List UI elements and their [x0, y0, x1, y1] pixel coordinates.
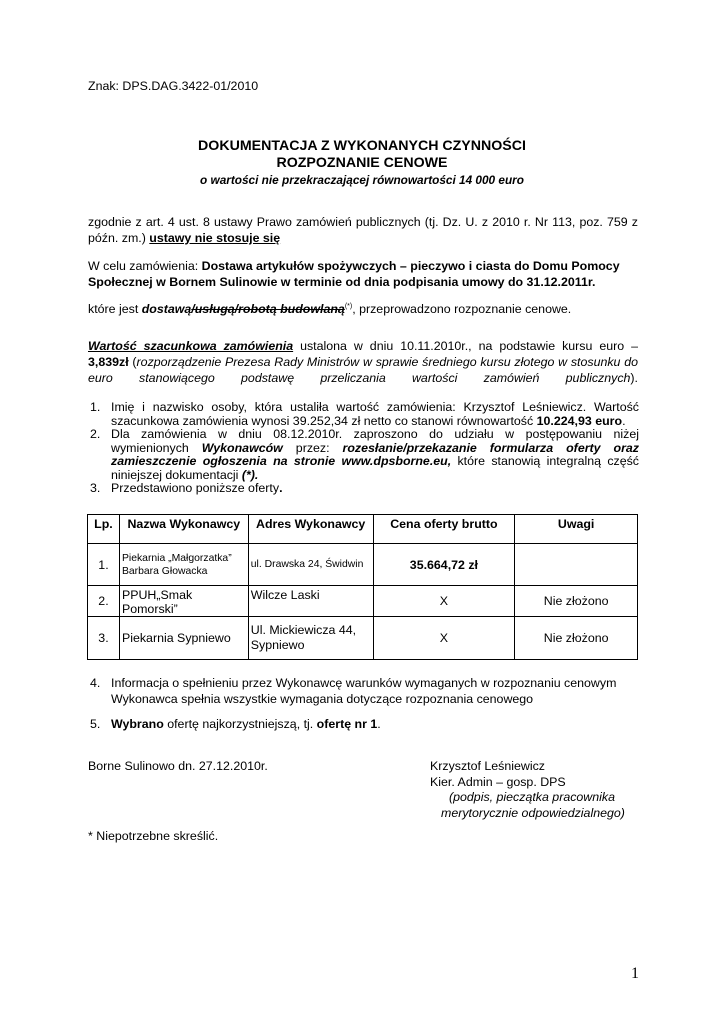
legal-basis-text: zgodnie z art. 4 ust. 8 ustawy Prawo zamówień publicznych (tj. Dz. U. z 2010 r. Nr 113, poz. 759 z późn. zm.)	[88, 215, 638, 245]
cell-lp: 2.	[88, 586, 120, 617]
list-item-number: 3.	[90, 481, 101, 495]
purpose-prefix: W celu zamówienia:	[88, 259, 202, 273]
list-item-bold-italic: Wykonawców	[201, 440, 283, 455]
item-4-line2: Wykonawca spełnia wszystkie wymagania dotyczące rozpoznania cenowego	[111, 692, 534, 706]
cell-address: Wilcze Laski	[248, 586, 373, 617]
estimate-label: Wartość szacunkowa zamówienia	[88, 339, 294, 353]
cell-notes: Nie złożono	[515, 586, 638, 617]
document-subtitle-main: ROZPOZNANIE CENOWE	[276, 155, 448, 171]
purpose-paragraph	[88, 258, 638, 290]
offers-table	[87, 514, 638, 660]
order-type-prefix: które jest	[88, 302, 142, 316]
footnote: * Niepotrzebne skreślić.	[88, 829, 219, 843]
list-item-method: rozesłanie/przekazanie formularza oferty oraz zamieszczenie ogłoszenia na stronie www.dpsborne.eu,	[111, 440, 639, 468]
cell-name: PPUH„Smak Pomorski”	[119, 586, 248, 617]
list-item-end: które stanowią integralną część niniejszej dokumentacji	[111, 454, 639, 482]
signature-block	[430, 759, 625, 821]
signature-note2: merytorycznie odpowiedzialnego)	[441, 805, 625, 820]
item-5-end: .	[377, 717, 381, 731]
item-5-number: 5.	[90, 717, 101, 731]
table-row	[88, 586, 638, 617]
estimate-note: rozporządzenie Prezesa Rady Ministrów w sprawie średniego kursu złotego w stosunku do euro stanowiącego podstawę przeliczania wartości zamówień publicznych	[88, 355, 638, 385]
list-item	[88, 482, 639, 496]
table-header-name: Nazwa Wykonawcy	[119, 515, 248, 544]
purpose-subject: Dostawa artykułów spożywczych – pieczywo i ciasta do Domu Pomocy Społecznej w Bornem Sulinowie w terminie od dnia podpisania umowy do 31.12.2011r.	[88, 259, 620, 289]
list-item	[88, 401, 639, 428]
item-5-bold1: Wybrano	[111, 717, 164, 731]
item-4	[88, 675, 639, 707]
cell-name: Piekarnia Sypniewo	[119, 617, 248, 660]
item-5	[88, 716, 639, 732]
list-item-bold: 10.224,93 euro	[536, 413, 623, 428]
cell-notes: Nie złożono	[515, 617, 638, 660]
table-header-notes: Uwagi	[515, 515, 638, 544]
estimate-open: (	[128, 355, 137, 369]
cell-address: ul. Drawska 24, Świdwin	[248, 544, 373, 586]
estimate-text: ustalona w dniu 10.11.2010r., na podstawie kursu euro –	[293, 339, 638, 353]
legal-basis-paragraph	[88, 214, 638, 246]
legal-basis-underlined: ustawy nie stosuje się	[149, 231, 281, 245]
list-item-number: 1.	[90, 400, 101, 414]
table-header-address: Adres Wykonawcy	[248, 515, 373, 544]
cell-price: 35.664,72 zł	[373, 544, 515, 586]
table-header-row	[88, 515, 638, 544]
order-type-suffix: , przeprowadzono rozpoznanie cenowe.	[352, 302, 572, 316]
signature-role: Kier. Admin – gosp. DPS	[430, 774, 566, 789]
item-5-text: ofertę najkorzystniejszą, tj.	[163, 717, 317, 731]
cell-notes	[515, 544, 638, 586]
estimate-rate: 3,839zł	[88, 355, 129, 369]
list-item	[88, 428, 639, 482]
cell-price: X	[373, 617, 515, 660]
list-item-text: Imię i nazwisko osoby, która ustaliła wartość zamówienia: Krzysztof Leśniewicz. Wartość szacunkowa zamówienia wynosi 39.252,34 zł netto co stanowi równowartość	[111, 400, 639, 428]
page-number: 1	[631, 965, 639, 982]
list-item-number: 2.	[90, 427, 101, 441]
estimate-close: ).	[630, 371, 638, 385]
cell-lp: 3.	[88, 617, 120, 660]
estimate-paragraph	[88, 338, 638, 386]
document-reference: Znak: DPS.DAG.3422-01/2010	[88, 79, 259, 93]
procedure-list	[88, 401, 639, 496]
list-item-text: Przedstawiono poniższe oferty	[111, 481, 280, 495]
list-item-mark: (*).	[241, 467, 259, 482]
list-item-end: .	[279, 481, 283, 495]
table-row	[88, 617, 638, 660]
document-title: DOKUMENTACJA Z WYKONANYCH CZYNNOŚCI	[198, 138, 526, 154]
item-4-number: 4.	[90, 676, 101, 690]
signature-name: Krzysztof Leśniewicz	[430, 759, 545, 773]
cell-name: Piekarnia „Małgorzatka” Barbara Głowacka	[119, 544, 248, 586]
table-header-price: Cena oferty brutto	[373, 515, 515, 544]
place-date: Borne Sulinowo dn. 27.12.2010r.	[88, 759, 268, 773]
signature-note1: (podpis, pieczątka pracownika	[449, 790, 615, 804]
table-row	[88, 544, 638, 586]
cell-lp: 1.	[88, 544, 120, 586]
cell-address: Ul. Mickiewicza 44, Sypniewo	[248, 617, 373, 660]
order-type-struck: /usługą/robotą budowlaną	[191, 302, 345, 316]
document-subtitle-value: o wartości nie przekraczającej równowartości 14 000 euro	[200, 173, 524, 187]
cell-price: X	[373, 586, 515, 617]
item-4-line1: Informacja o spełnieniu przez Wykonawcę warunków wymaganych w rozpoznaniu cenowym	[111, 676, 617, 690]
order-type-kept: dostawą	[141, 302, 192, 316]
order-type-line	[88, 301, 638, 317]
table-header-lp: Lp.	[88, 515, 120, 544]
order-type-mark: (*)	[344, 302, 353, 310]
list-item-text: Dla zamówienia w dniu 08.12.2010r. zaproszono do udziału w postępowaniu niżej wymienionych	[111, 427, 639, 455]
list-item-mid: przez:	[282, 440, 343, 455]
list-item-end: .	[622, 413, 626, 428]
item-5-bold2: ofertę nr 1	[316, 717, 378, 731]
